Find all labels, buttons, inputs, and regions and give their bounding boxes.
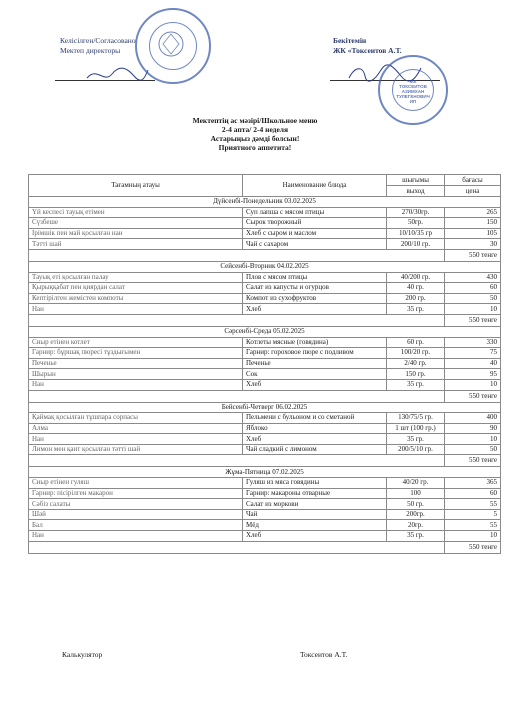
dish-name-kz: Сүзбеше — [29, 218, 243, 229]
day-total-row — [29, 390, 501, 402]
dish-yield: 2/40 гр. — [387, 358, 445, 369]
school-stamp — [135, 8, 211, 84]
dish-yield: 10/10/35 гр — [387, 228, 445, 239]
dish-price: 10 — [445, 434, 501, 445]
dish-yield: 1 шт (100 гр.) — [387, 423, 445, 434]
dish-name-kz: Нан — [29, 379, 243, 390]
table-row — [29, 272, 501, 283]
dish-yield: 40/200 гр. — [387, 272, 445, 283]
dish-yield: 35 гр. — [387, 531, 445, 542]
dish-name-ru: Гарнир: гороховое пюре с подливом — [243, 348, 387, 359]
table-row — [29, 348, 501, 359]
table-row — [29, 478, 501, 489]
day-title: Сәрсенбі-Среда 05.02.2025 — [29, 326, 501, 337]
dish-name-ru: Компот из сухофруктов — [243, 293, 387, 304]
dish-yield: 200/10 гр. — [387, 239, 445, 250]
dish-name-ru: Чай сладкий с лимоном — [243, 444, 387, 455]
menu-title-line2: 2-4 апта/ 2-4 неделя — [221, 125, 289, 134]
dish-name-ru: Хлеб — [243, 379, 387, 390]
table-row — [29, 509, 501, 520]
dish-price: 60 — [445, 283, 501, 294]
dish-name-ru: Чай с сахаром — [243, 239, 387, 250]
menu-title-line3: Астарыңыз дәмді болсын! — [210, 134, 300, 143]
dish-price: 40 — [445, 358, 501, 369]
dish-yield: 40 гр. — [387, 283, 445, 294]
dish-name-kz: Лимон мен қант қосылған тәтті шай — [29, 444, 243, 455]
dish-price: 265 — [445, 207, 501, 218]
dish-yield: 50 гр. — [387, 499, 445, 510]
day-header-row — [29, 326, 501, 337]
dish-name-ru: Печенье — [243, 358, 387, 369]
header-price-ru: цена — [445, 186, 501, 197]
dish-price: 400 — [445, 413, 501, 424]
dish-yield: 200гр. — [387, 509, 445, 520]
dish-yield: 100 — [387, 488, 445, 499]
table-row — [29, 379, 501, 390]
table-row — [29, 369, 501, 380]
dish-price: 430 — [445, 272, 501, 283]
table-row — [29, 293, 501, 304]
dish-name-ru: Хлеб — [243, 434, 387, 445]
day-total-row — [29, 455, 501, 467]
dish-name-ru: Хлеб — [243, 531, 387, 542]
dish-yield: 150 гр. — [387, 369, 445, 380]
dish-name-kz: Кептірілген жемістен компоты — [29, 293, 243, 304]
dish-yield: 60 гр. — [387, 337, 445, 348]
dish-name-kz: Гарнир: пісірілген макарон — [29, 488, 243, 499]
menu-title-line1: Мектептің ас мәзірі/Школьное меню — [192, 116, 318, 125]
school-director-label: Мектеп директоры — [60, 46, 121, 55]
dish-name-kz: Үй кеспесі тауық етімен — [29, 207, 243, 218]
table-row — [29, 488, 501, 499]
total-spacer — [29, 541, 445, 553]
day-header-row — [29, 197, 501, 208]
table-row — [29, 283, 501, 294]
dish-name-kz: Алма — [29, 423, 243, 434]
table-row — [29, 531, 501, 542]
dish-price: 55 — [445, 520, 501, 531]
dish-name-kz: Гарнир: бұршақ пюресі тұздығымен — [29, 348, 243, 359]
dish-price: 10 — [445, 304, 501, 315]
header-price-kz: бағасы — [445, 175, 501, 186]
calculator-label: Калькулятор — [62, 650, 103, 659]
header-yield-ru: выход — [387, 186, 445, 197]
day-header-row — [29, 402, 501, 413]
dish-yield: 35 гр. — [387, 304, 445, 315]
dish-name-ru: Сок — [243, 369, 387, 380]
header-yield-kz: шығымы — [387, 175, 445, 186]
total-spacer — [29, 249, 445, 261]
dish-price: 150 — [445, 218, 501, 229]
dish-yield: 200/5/10 гр. — [387, 444, 445, 455]
entrepreneur-stamp — [378, 55, 448, 125]
day-total: 550 тенге — [445, 541, 501, 553]
dish-name-kz: Сиыр етінен гуляш — [29, 478, 243, 489]
day-title: Жұма-Пятница 07.02.2025 — [29, 467, 501, 478]
dish-name-kz: Тауық еті қосылған палау — [29, 272, 243, 283]
dish-price: 95 — [445, 369, 501, 380]
approve-label: Бекітемін — [333, 36, 367, 45]
table-row — [29, 423, 501, 434]
day-title: Сейсенбі-Вторник 04.02.2025 — [29, 261, 501, 272]
agreed-label: Келісілген/Согласовано — [60, 36, 136, 45]
day-header-row — [29, 261, 501, 272]
approval-right — [333, 36, 402, 56]
menu-table — [28, 174, 501, 554]
day-total-row — [29, 541, 501, 553]
total-spacer — [29, 314, 445, 326]
dish-price: 330 — [445, 337, 501, 348]
day-total: 550 тенге — [445, 455, 501, 467]
dish-price: 60 — [445, 488, 501, 499]
dish-yield: 50гр. — [387, 218, 445, 229]
approval-left — [60, 36, 136, 56]
day-total-row — [29, 249, 501, 261]
dish-price: 30 — [445, 239, 501, 250]
dish-name-kz: Бал — [29, 520, 243, 531]
dish-name-ru: Гарнир: макароны отварные — [243, 488, 387, 499]
dish-name-ru: Сырок творожный — [243, 218, 387, 229]
dish-name-ru: Салат из капусты и огурцов — [243, 283, 387, 294]
dish-name-ru: Чай — [243, 509, 387, 520]
dish-name-kz: Нан — [29, 434, 243, 445]
dish-yield: 130/75/5 гр. — [387, 413, 445, 424]
dish-name-kz: Шәй — [29, 509, 243, 520]
dish-name-kz: Қаймақ қосылған тұшпара сорпасы — [29, 413, 243, 424]
table-row — [29, 444, 501, 455]
table-row — [29, 304, 501, 315]
header-dish-ru: Наименование блюда — [243, 175, 387, 197]
dish-name-kz: Қырыққабат пен қиярдан салат — [29, 283, 243, 294]
dish-price: 365 — [445, 478, 501, 489]
dish-name-kz: Тәтті шай — [29, 239, 243, 250]
dish-price: 50 — [445, 444, 501, 455]
day-title: Дүйсенбі-Понедельник 03.02.2025 — [29, 197, 501, 208]
table-row — [29, 239, 501, 250]
dish-name-ru: Котлеты мясные (говядина) — [243, 337, 387, 348]
dish-price: 90 — [445, 423, 501, 434]
table-row — [29, 207, 501, 218]
dish-price: 105 — [445, 228, 501, 239]
signatory-name: Токсеитов А.Т. — [300, 650, 348, 659]
table-row — [29, 337, 501, 348]
dish-name-ru: Гуляш из мяса говядины — [243, 478, 387, 489]
table-row — [29, 520, 501, 531]
day-total: 550 тенге — [445, 314, 501, 326]
dish-name-kz: Ірімшік пен май қосылған нан — [29, 228, 243, 239]
dish-yield: 20гр. — [387, 520, 445, 531]
table-row — [29, 218, 501, 229]
dish-price: 50 — [445, 293, 501, 304]
day-total: 550 тенге — [445, 390, 501, 402]
dish-price: 75 — [445, 348, 501, 359]
day-total: 550 тенге — [445, 249, 501, 261]
dish-name-ru: Пельмени с бульоном и со сметаной — [243, 413, 387, 424]
dish-yield: 200 гр. — [387, 293, 445, 304]
menu-title — [0, 116, 510, 152]
dish-name-kz: Сиыр етінен котлет — [29, 337, 243, 348]
dish-yield: 35 гр. — [387, 379, 445, 390]
table-row — [29, 228, 501, 239]
dish-name-ru: Хлеб — [243, 304, 387, 315]
menu-title-line4: Приятного аппетита! — [218, 143, 292, 152]
dish-name-ru: Мёд — [243, 520, 387, 531]
table-row — [29, 413, 501, 424]
table-row — [29, 499, 501, 510]
dish-price: 55 — [445, 499, 501, 510]
dish-name-kz: Печенье — [29, 358, 243, 369]
dish-name-ru: Плов с мясом птицы — [243, 272, 387, 283]
dish-yield: 100/20 гр. — [387, 348, 445, 359]
table-row — [29, 434, 501, 445]
dish-name-kz: Сәбіз салаты — [29, 499, 243, 510]
dish-name-kz: Нан — [29, 304, 243, 315]
table-row — [29, 358, 501, 369]
entrepreneur-label: ЖК «Токсеитов А.Т. — [333, 46, 402, 55]
dish-name-kz: Шырын — [29, 369, 243, 380]
dish-name-ru: Яблоко — [243, 423, 387, 434]
dish-price: 10 — [445, 531, 501, 542]
dish-name-ru: Суп лапша с мясом птицы — [243, 207, 387, 218]
stamp-text: ЖК ТОКСЕИТОВ АЗИМХАН ТУЛЕГЕНОВИЧ ИП — [396, 79, 430, 104]
dish-name-kz: Нан — [29, 531, 243, 542]
day-total-row — [29, 314, 501, 326]
day-header-row — [29, 467, 501, 478]
dish-yield: 40/20 гр. — [387, 478, 445, 489]
header-dish-kz: Тағамның атауы — [29, 175, 243, 197]
total-spacer — [29, 455, 445, 467]
dish-name-ru: Хлеб с сыром и маслом — [243, 228, 387, 239]
dish-yield: 35 гр. — [387, 434, 445, 445]
dish-name-ru: Салат из моркови — [243, 499, 387, 510]
day-title: Бейсенбі-Четверг 06.02.2025 — [29, 402, 501, 413]
dish-price: 5 — [445, 509, 501, 520]
dish-price: 10 — [445, 379, 501, 390]
total-spacer — [29, 390, 445, 402]
dish-yield: 270/30гр. — [387, 207, 445, 218]
